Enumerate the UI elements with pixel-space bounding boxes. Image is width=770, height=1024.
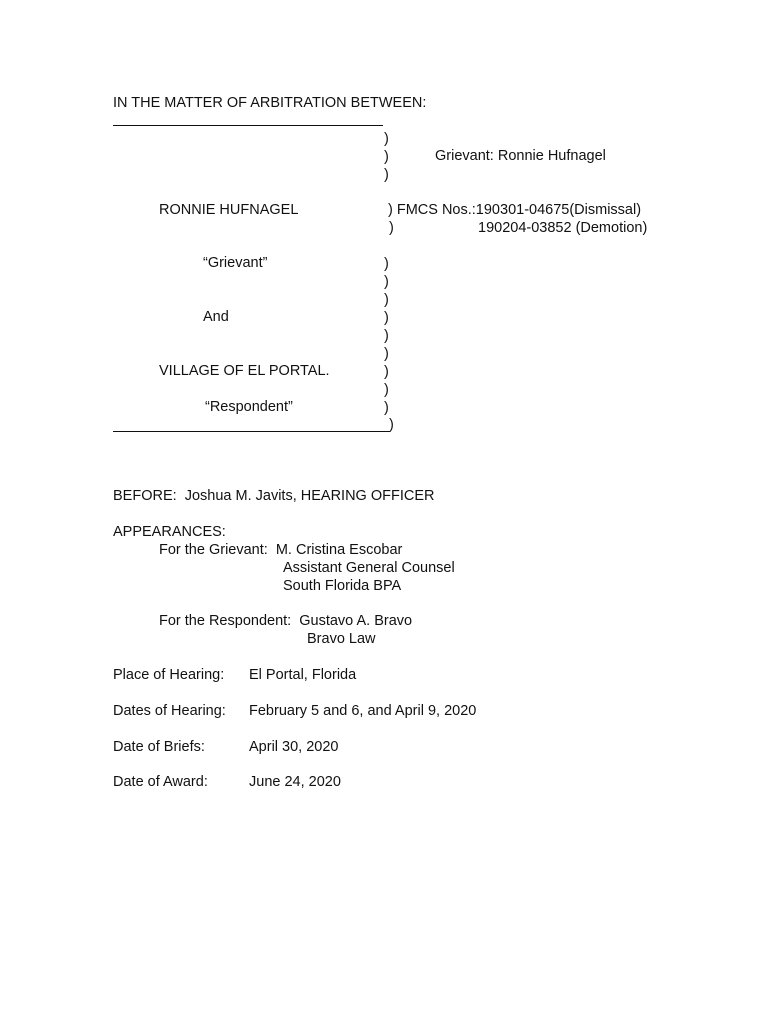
grievant-counsel-title: Assistant General Counsel (283, 560, 455, 576)
detail-value-place: El Portal, Florida (249, 667, 357, 683)
grievant-counsel-org: South Florida BPA (283, 578, 402, 594)
caption-top-rule (113, 125, 383, 126)
caption-paren: ) (389, 417, 394, 433)
before-line: BEFORE: Joshua M. Javits, HEARING OFFICER (113, 488, 435, 504)
grievant-role: “Grievant” (203, 255, 268, 271)
caption-paren: ) (384, 346, 389, 362)
detail-label-briefs: Date of Briefs: (113, 739, 205, 755)
fmcs-numbers-line1: ) FMCS Nos.:190301-04675(Dismissal) (388, 202, 642, 218)
caption-and: And (203, 309, 229, 325)
detail-value-dates: February 5 and 6, and April 9, 2020 (249, 703, 477, 719)
respondent-role: “Respondent” (205, 399, 293, 415)
caption-heading: IN THE MATTER OF ARBITRATION BETWEEN: (113, 95, 427, 111)
caption-paren: ) (384, 274, 389, 290)
caption-paren: ) (384, 400, 389, 416)
respondent-counsel: For the Respondent: Gustavo A. Bravo (159, 613, 413, 629)
caption-paren: ) (384, 310, 389, 326)
respondent-name: VILLAGE OF EL PORTAL. (159, 363, 330, 379)
caption-paren: ) (384, 167, 389, 183)
caption-paren: ) (384, 131, 389, 147)
grievant-label: Grievant: Ronnie Hufnagel (435, 148, 606, 164)
fmcs-numbers-line2: 190204-03852 (Demotion) (478, 220, 648, 236)
caption-paren: ) (384, 328, 389, 344)
caption-paren: ) (384, 364, 389, 380)
detail-label-place: Place of Hearing: (113, 667, 225, 683)
grievant-name: RONNIE HUFNAGEL (159, 202, 299, 218)
detail-label-award: Date of Award: (113, 774, 208, 790)
detail-value-briefs: April 30, 2020 (249, 739, 339, 755)
detail-value-award: June 24, 2020 (249, 774, 341, 790)
caption-paren: ) (384, 382, 389, 398)
caption-paren: ) (389, 220, 394, 236)
caption-bottom-rule (113, 431, 390, 432)
detail-label-dates: Dates of Hearing: (113, 703, 226, 719)
caption-paren: ) (384, 292, 389, 308)
respondent-counsel-firm: Bravo Law (307, 631, 376, 647)
caption-paren: ) (384, 256, 389, 272)
grievant-counsel: For the Grievant: M. Cristina Escobar (159, 542, 403, 558)
appearances-heading: APPEARANCES: (113, 524, 226, 540)
caption-paren: ) (384, 149, 389, 165)
